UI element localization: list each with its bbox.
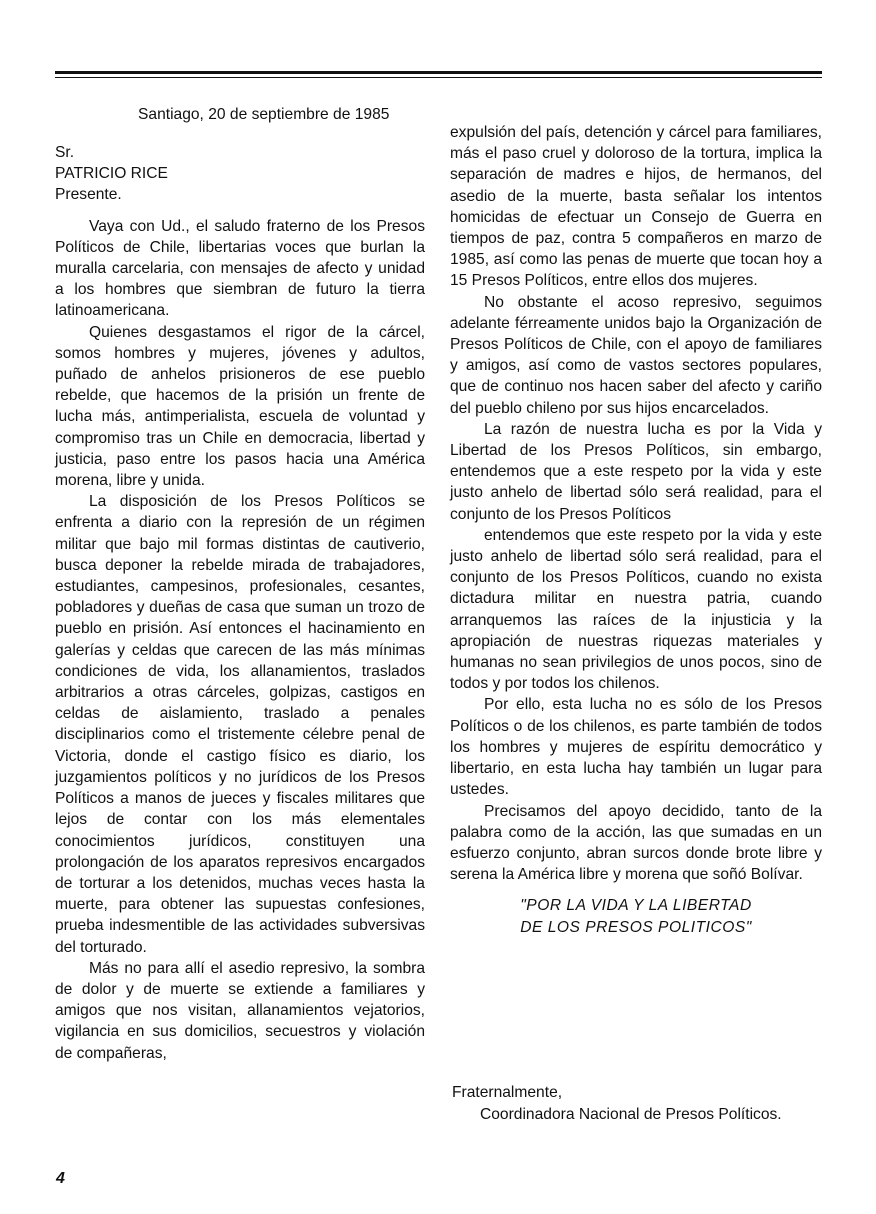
paragraph: Quienes desgastamos el rigor de la cárcel, somos hombres y mujeres, jóvenes y adultos, puñado de anhelos prisioneros de ese pueblo rebelde, que hacemos de la prisión un frente de lucha más, antimperialista, escuela de voluntad y compromiso tras un Chile en democracia, libertad y justicia, paso entre los pasos hacia una América morena, libre y unida. xyxy=(55,323,425,490)
paragraph: Vaya con Ud., el saludo fraterno de los Presos Políticos de Chile, libertarias voces que burlan la muralla carcelaria, con mensajes de afecto y unidad a los hombres que siembran de futuro la tierra latinoamericana. xyxy=(55,217,425,320)
paragraph: Más no para allí el asedio represivo, la sombra de dolor y de muerte se extiende a familiares y amigos que nos visitan, allanamientos vejatorios, vigilancia en sus domicilios, secuestros y violación de compañeras, xyxy=(55,959,425,1062)
header-rule-thick xyxy=(55,71,822,74)
closing-signature: Coordinadora Nacional de Presos Políticos. xyxy=(480,1105,782,1123)
slogan-line: "POR LA VIDA Y LA LIBERTAD xyxy=(520,897,752,915)
page-number: 4 xyxy=(56,1170,65,1187)
paragraph: expulsión del país, detención y cárcel para familiares, más el paso cruel y doloroso de la tortura, implica la separación de madres e hijos, de hermanos, del asedio de la muerte, basta señalar los intentos homicidas de efectuar un Consejo de Guerra en tiempos de paz, contra 5 compañeros en marzo de 1985, así como las penas de muerte que tocan hoy a 15 Presos Políticos, entre ellos dos mujeres. xyxy=(450,124,822,290)
closing-greeting: Fraternalmente, xyxy=(452,1084,563,1101)
paragraph: No obstante el acoso represivo, seguimos adelante férreamente unidos bajo la Organización de Presos Políticos de Chile, con el apoyo de familiares y amigos, así como de vastos sectores populares, que de continuo nos hacen saber del afecto y cariño del pueblo chileno por sus hijos encarcelados. xyxy=(450,293,822,417)
paragraph: entendemos que este respeto por la vida y este justo anhelo de libertad sólo será realidad, para el conjunto de los Presos Políticos, cuando no exista dictadura militar en nuestra patria, cuando arranquemos las raíces de la injusticia y la apropiación de nuestras riquezas materiales y humanas no sean privilegios de unos pocos, sino de todos y por todos los chilenos. xyxy=(450,526,822,693)
slogan-line: DE LOS PRESOS POLITICOS" xyxy=(520,918,752,936)
salutation-title: Sr. xyxy=(55,144,75,161)
paragraph: La razón de nuestra lucha es por la Vida y Libertad de los Presos Políticos, sin embargo, entendemos que a este respeto por la vida y este justo anhelo de libertad sólo será realidad, para el conjunto de los Presos Políticos xyxy=(450,420,822,523)
paragraph: La disposición de los Presos Políticos se enfrenta a diario con la represión de un régimen militar que bajo mil formas distintas de cautiverio, busca deponer la rebelde mirada de trabajadores, estudiantes, campesinos, profesionales, cesantes, pobladores y dueñas de casa que suman un trozo de pueblo en prisión. Así entonces el hacinamiento en galerías y celdas que carecen de las más mínimas condiciones de vida, los allanamientos, traslados arbitrarios a otras cárceles, golpizas, castigos en celdas de aislamiento, traslado a penales disciplinarios como el tristemente célebre penal de Victoria, donde el castigo físico es diario, los juzgamientos políticos y no jurídicos de los Presos Políticos a manos de jueces y fiscales militares que lejos de contar con los más elementales conocimientos jurídicos, constituyen una prolongación de los aparatos represivos encargados de torturar a los detenidos, muchas veces hasta la muerte, para obtener las supuestas confesiones, prueba indesmentible de las actividades subversivas del torturado. xyxy=(55,493,425,956)
paragraph: Por ello, esta lucha no es sólo de los Presos Políticos o de los chilenos, es parte también de todos los hombres y mujeres de espíritu democrático y libertario, en esta lucha hay también un lugar para ustedes. xyxy=(450,696,822,799)
spacer xyxy=(450,885,822,895)
letter-date: Santiago, 20 de septiembre de 1985 xyxy=(138,106,390,123)
salutation-presente: Presente. xyxy=(55,186,122,204)
recipient-name: PATRICIO RICE xyxy=(55,165,168,183)
right-column xyxy=(450,122,822,938)
header-rule-thin xyxy=(55,77,822,78)
left-column xyxy=(55,142,425,1064)
paragraph: Precisamos del apoyo decidido, tanto de la palabra como de la acción, las que sumadas en un esfuerzo conjunto, abran surcos donde brote libre y serena la América libre y morena que soñó Bolívar. xyxy=(450,802,822,884)
closing-block xyxy=(452,1082,782,1125)
spacer xyxy=(55,206,425,216)
